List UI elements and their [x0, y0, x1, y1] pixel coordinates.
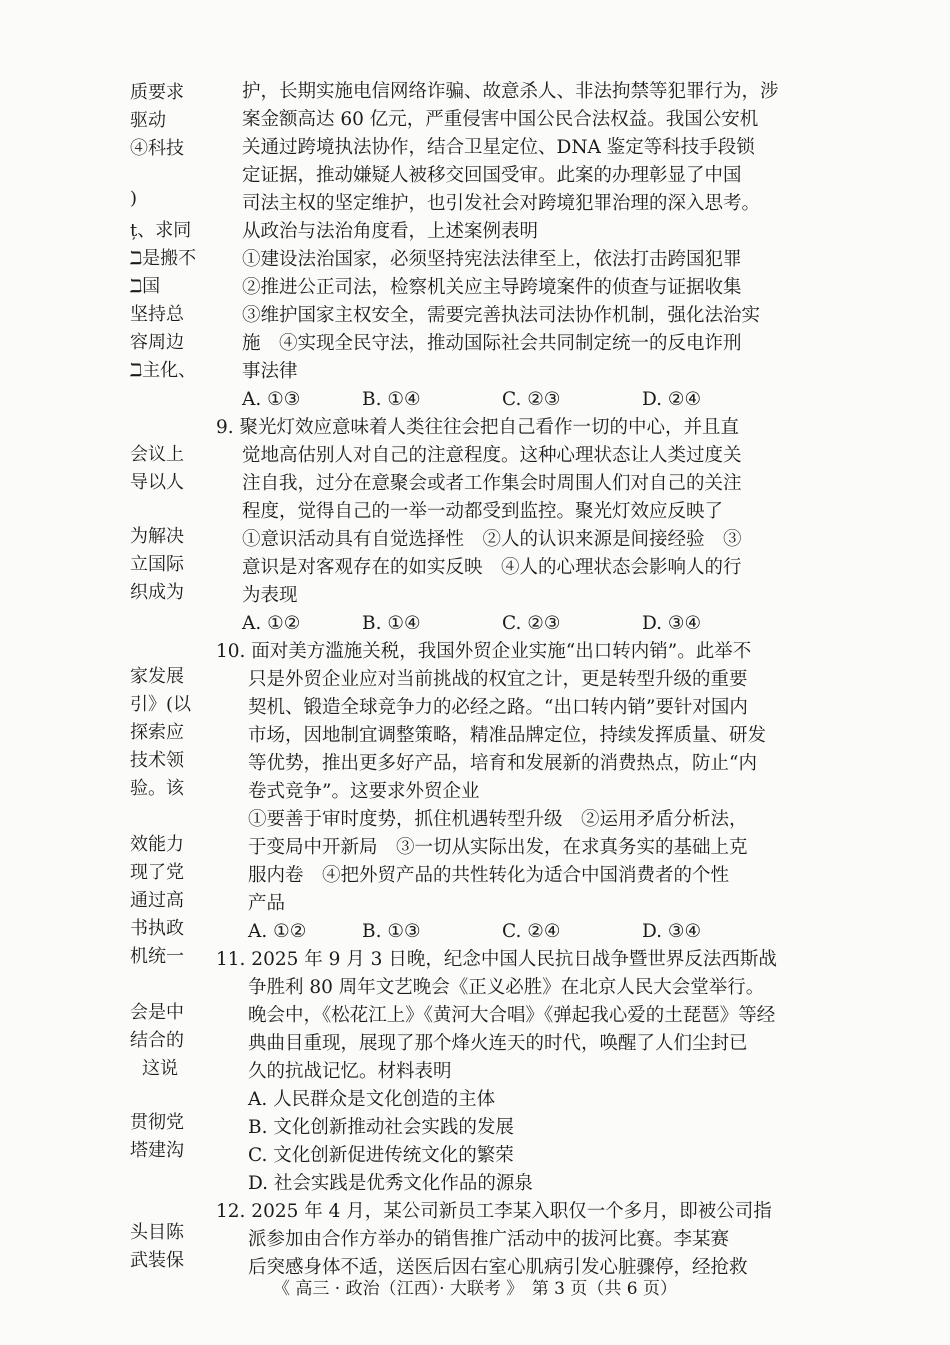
question-10-stem-line: 市场，因地制宜调整策略，精准品牌定位，持续发挥质量、研发	[248, 725, 767, 746]
question-9-item: 意识是对客观存在的如实反映 ④人的心理状态会影响人的行	[242, 557, 742, 578]
option-c[interactable]: C. ②③	[502, 613, 561, 634]
option-d[interactable]: D. ②④	[642, 389, 702, 410]
question-8-stem-line: 从政治与法治角度看，上述案例表明	[242, 221, 539, 242]
question-11-stem-line: 争胜利 80 周年文艺晚会《正义必胜》在北京人民大会堂举行。	[248, 977, 765, 998]
question-10-item: 服内卷 ④把外贸产品的共性转化为适合中国消费者的个性	[248, 865, 730, 886]
question-8-stem-line: 关通过跨境执法协作，结合卫星定位、DNA 鉴定等科技手段锁	[242, 137, 755, 158]
question-9-stem-line: 9. 聚光灯效应意味着人类往往会把自己看作一切的中心，并且直	[216, 417, 740, 438]
question-8-stem-line: 定证据，推动嫌疑人被移交回国受审。此案的办理彰显了中国	[242, 165, 742, 186]
question-9-stem-line: 程度，觉得自己的一举一动都受到监控。聚光灯效应反映了	[242, 501, 724, 522]
question-8-item: 事法律	[242, 361, 298, 382]
option-a[interactable]: A. ①③	[242, 389, 301, 410]
question-10-stem-line: 等优势，推出更多好产品，培育和发展新的消费热点，防止“内	[248, 753, 757, 774]
left-fragment: ℶ国	[130, 276, 161, 297]
left-fragment: 坚持总	[130, 304, 184, 325]
question-12-stem-line: 后突感身体不适，送医后因右室心肌病引发心脏骤停，经抢救	[248, 1257, 748, 1278]
question-8-item: 施 ④实现全民守法，推动国际社会共同制定统一的反电诈刑	[242, 333, 742, 354]
option-b[interactable]: B. ①③	[362, 921, 421, 942]
question-12-stem-line: 派参加由合作方举办的销售推广活动中的拔河比赛。李某赛	[248, 1229, 730, 1250]
left-fragment: 驱动	[130, 110, 166, 131]
option-a[interactable]: A. 人民群众是文化创造的主体	[248, 1089, 496, 1110]
question-8-item: ②推进公正司法，检察机关应主导跨境案件的侦查与证据收集	[242, 277, 742, 298]
question-8-stem-line: 护，长期实施电信网络诈骗、故意杀人、非法拘禁等犯罪行为，涉	[242, 81, 779, 102]
left-fragment: 头目陈	[130, 1222, 184, 1243]
question-11-stem-line: 典曲目重现，展现了那个烽火连天的时代，唤醒了人们尘封已	[248, 1033, 748, 1054]
left-fragment: 机统一	[130, 946, 184, 967]
left-fragment: 武装保	[130, 1250, 184, 1271]
question-8-stem-line: 司法主权的坚定维护，也引发社会对跨境犯罪治理的深入思考。	[242, 193, 761, 214]
option-d[interactable]: D. 社会实践是优秀文化作品的源泉	[248, 1173, 533, 1194]
left-fragment: 探索应	[130, 722, 184, 743]
left-fragment: 效能力	[130, 834, 184, 855]
option-b[interactable]: B. ①④	[362, 389, 421, 410]
left-fragment: 塔建沟	[130, 1140, 184, 1161]
question-9-item: ①意识活动具有自觉选择性 ②人的认识来源是间接经验 ③	[242, 529, 742, 550]
question-9-item: 为表现	[242, 585, 298, 606]
option-b[interactable]: B. 文化创新推动社会实践的发展	[248, 1117, 514, 1138]
option-b[interactable]: B. ①④	[362, 613, 421, 634]
left-fragment: ④科技	[130, 138, 184, 159]
left-fragment: ℶ主化、	[130, 360, 197, 381]
left-fragment: 织成为	[130, 582, 184, 603]
question-11-stem-line: 11. 2025 年 9 月 3 日晚，纪念中国人民抗日战争暨世界反法西斯战	[216, 949, 777, 970]
left-fragment: 这说	[142, 1058, 178, 1079]
question-10-item: ①要善于审时度势，抓住机遇转型升级 ②运用矛盾分析法，	[248, 809, 748, 830]
left-fragment: 现了党	[130, 862, 184, 883]
left-fragment: 贯彻党	[130, 1112, 184, 1133]
left-fragment: 会议上	[130, 444, 184, 465]
option-a[interactable]: A. ①②	[248, 921, 307, 942]
left-fragment: 导以人	[130, 472, 184, 493]
left-fragment: 容周边	[130, 332, 184, 353]
left-fragment: 质要求	[130, 82, 184, 103]
question-8-item: ③维护国家主权安全，需要完善执法司法协作机制，强化法治实	[242, 305, 761, 326]
question-10-stem-line: 契机、锻造全球竞争力的必经之路。“出口转内销”要针对国内	[248, 697, 748, 718]
question-9-stem-line: 觉地高估别人对自己的注意程度。这种心理状态让人类过度关	[242, 445, 742, 466]
question-12-stem-line: 12. 2025 年 4 月，某公司新员工李某入职仅一个多月，即被公司指	[216, 1201, 772, 1222]
left-fragment: 通过高	[130, 890, 184, 911]
question-10-item: 于变局中开新局 ③一切从实际出发，在求真务实的基础上克	[248, 837, 748, 858]
left-fragment: 家发展	[130, 666, 184, 687]
left-fragment: 引》(以	[130, 694, 192, 715]
question-8-stem-line: 案金额高达 60 亿元，严重侵害中国公民合法权益。我国公安机	[242, 109, 759, 130]
question-10-stem-line: 卷式竞争”。这要求外贸企业	[248, 781, 480, 802]
left-fragment: 结合的	[130, 1030, 184, 1051]
option-d[interactable]: D. ③④	[642, 921, 702, 942]
question-10-item: 产品	[248, 893, 286, 914]
option-d[interactable]: D. ③④	[642, 613, 702, 634]
question-8-item: ①建设法治国家，必须坚持宪法法律至上，依法打击跨国犯罪	[242, 249, 742, 270]
question-11-stem-line: 久的抗战记忆。材料表明	[248, 1061, 452, 1082]
option-c[interactable]: C. ②③	[502, 389, 561, 410]
left-fragment: 为解决	[130, 526, 184, 547]
question-10-stem-line: 10. 面对美方滥施关税，我国外贸企业实施“出口转内销”。此举不	[216, 641, 752, 662]
left-fragment: 验。该	[130, 778, 184, 799]
question-9-stem-line: 注自我，过分在意聚会或者工作集会时周围人们对自己的关注	[242, 473, 742, 494]
left-fragment: )	[130, 188, 138, 209]
left-fragment: 会是中	[130, 1002, 184, 1023]
option-c[interactable]: C. 文化创新促进传统文化的繁荣	[248, 1145, 514, 1166]
question-10-stem-line: 只是外贸企业应对当前挑战的权宜之计，更是转型升级的重要	[248, 669, 748, 690]
option-c[interactable]: C. ②④	[502, 921, 561, 942]
left-fragment: 技术领	[130, 750, 184, 771]
left-fragment: ℶ是搬不	[130, 248, 197, 269]
option-a[interactable]: A. ①②	[242, 613, 301, 634]
page-footer: 《 高三 · 政治（江西）· 大联考 》 第 3 页（共 6 页）	[272, 1279, 678, 1299]
left-fragment: 书执政	[130, 918, 184, 939]
question-11-stem-line: 晚会中，《松花江上》《黄河大合唱》《弹起我心爱的土琵琶》等经	[248, 1005, 776, 1026]
left-fragment: 立国际	[130, 554, 184, 575]
left-fragment: ț、求同	[130, 220, 192, 241]
